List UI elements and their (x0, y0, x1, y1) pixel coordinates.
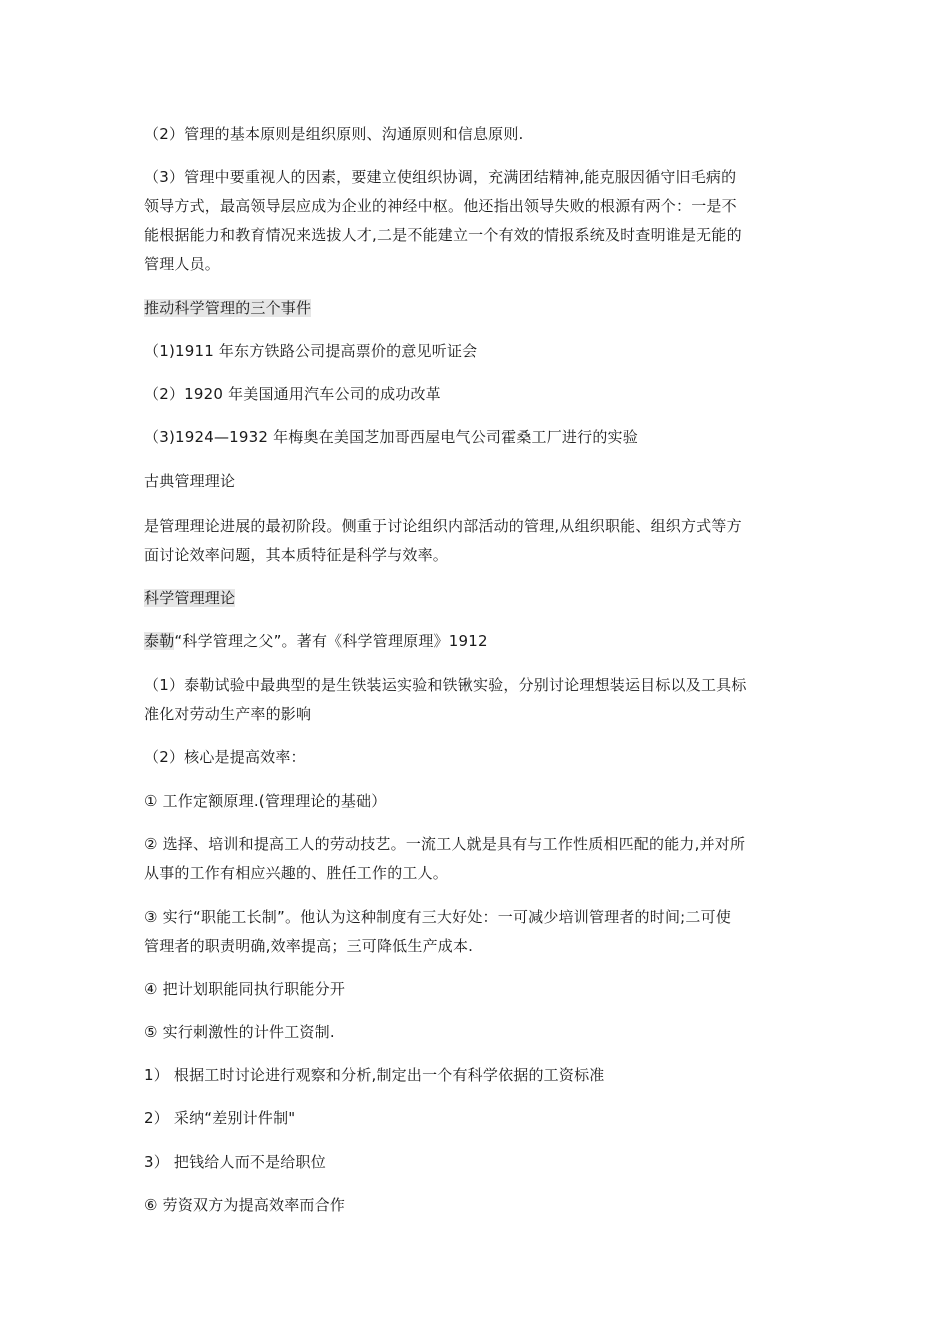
heading-scientific-management (144, 584, 812, 613)
list-item-event-3: （3)1924—1932 年梅奥在美国芝加哥西屋电气公司霍桑工厂进行的实验 (144, 428, 638, 446)
paragraph-classical-line-1: 是管理理论进展的最初阶段。侧重于讨论组织内部活动的管理,从组织职能、组织方式等方 (144, 517, 742, 535)
list-item-circle-2-line-1: ② 选择、培训和提高工人的劳动技艺。一流工人就是具有与工作性质相匹配的能力,并对所 (144, 835, 746, 853)
list-item-circle-6: ⑥ 劳资双方为提高效率而合作 (144, 1196, 346, 1214)
paragraph-classical-line-2: 面讨论效率问题，其本质特征是科学与效率。 (144, 546, 449, 564)
heading-three-events-text: 推动科学管理的三个事件 (144, 299, 312, 317)
heading-scientific-management-text: 科学管理理论 (144, 589, 236, 607)
taylor-description: “科学管理之父”。著有《科学管理原理》1912 (174, 632, 488, 650)
list-item-sub-3: 3） 把钱给人而不是给职位 (144, 1153, 326, 1171)
heading-three-events (144, 294, 812, 323)
list-item-circle-3-line-2: 管理者的职责明确,效率提高；三可降低生产成本. (144, 937, 474, 955)
list-item-core-efficiency: （2）核心是提高效率： (144, 748, 306, 766)
list-item-event-2: （2）1920 年美国通用汽车公司的成功改革 (144, 385, 441, 403)
paragraph-human-factor-line-2: 领导方式，最高领导层应成为企业的神经中枢。他还指出领导失败的根源有两个：一是不 (144, 197, 737, 215)
list-item-taylor-experiments-line-2: 准化对劳动生产率的影响 (144, 705, 312, 723)
heading-classical-theory: 古典管理理论 (144, 472, 236, 490)
paragraph-principles: （2）管理的基本原则是组织原则、沟通原则和信息原则. (144, 125, 524, 143)
paragraph-human-factor-line-1: （3）管理中要重视人的因素，要建立使组织协调，充满团结精神,能克服因循守旧毛病的 (144, 168, 737, 186)
list-item-taylor-experiments-line-1: （1）泰勒试验中最典型的是生铁装运实验和铁锹实验，分别讨论理想装运目标以及工具标 (144, 676, 747, 694)
taylor-name: 泰勒 (144, 632, 175, 650)
list-item-circle-1: ① 工作定额原理.(管理理论的基础） (144, 792, 387, 810)
list-item-sub-1: 1） 根据工时讨论进行观察和分析,制定出一个有科学依据的工资标准 (144, 1066, 605, 1084)
list-item-sub-2: 2） 采纳“差别计件制" (144, 1109, 296, 1127)
list-item-circle-3-line-1: ③ 实行“职能工长制”。他认为这种制度有三大好处：一可减少培训管理者的时间;二可使 (144, 908, 732, 926)
list-item-event-1: （1)1911 年东方铁路公司提高票价的意见听证会 (144, 342, 478, 360)
paragraph-human-factor-line-4: 管理人员。 (144, 255, 221, 273)
list-item-circle-5: ⑤ 实行刺激性的计件工资制. (144, 1023, 335, 1041)
list-item-circle-2-line-2: 从事的工作有相应兴趣的、胜任工作的工人。 (144, 864, 449, 882)
list-item-circle-4: ④ 把计划职能同执行职能分开 (144, 980, 346, 998)
paragraph-human-factor-line-3: 能根据能力和教育情况来选拔人才,二是不能建立一个有效的情报系统及时查明谁是无能的 (144, 226, 742, 244)
paragraph-taylor (144, 627, 812, 656)
